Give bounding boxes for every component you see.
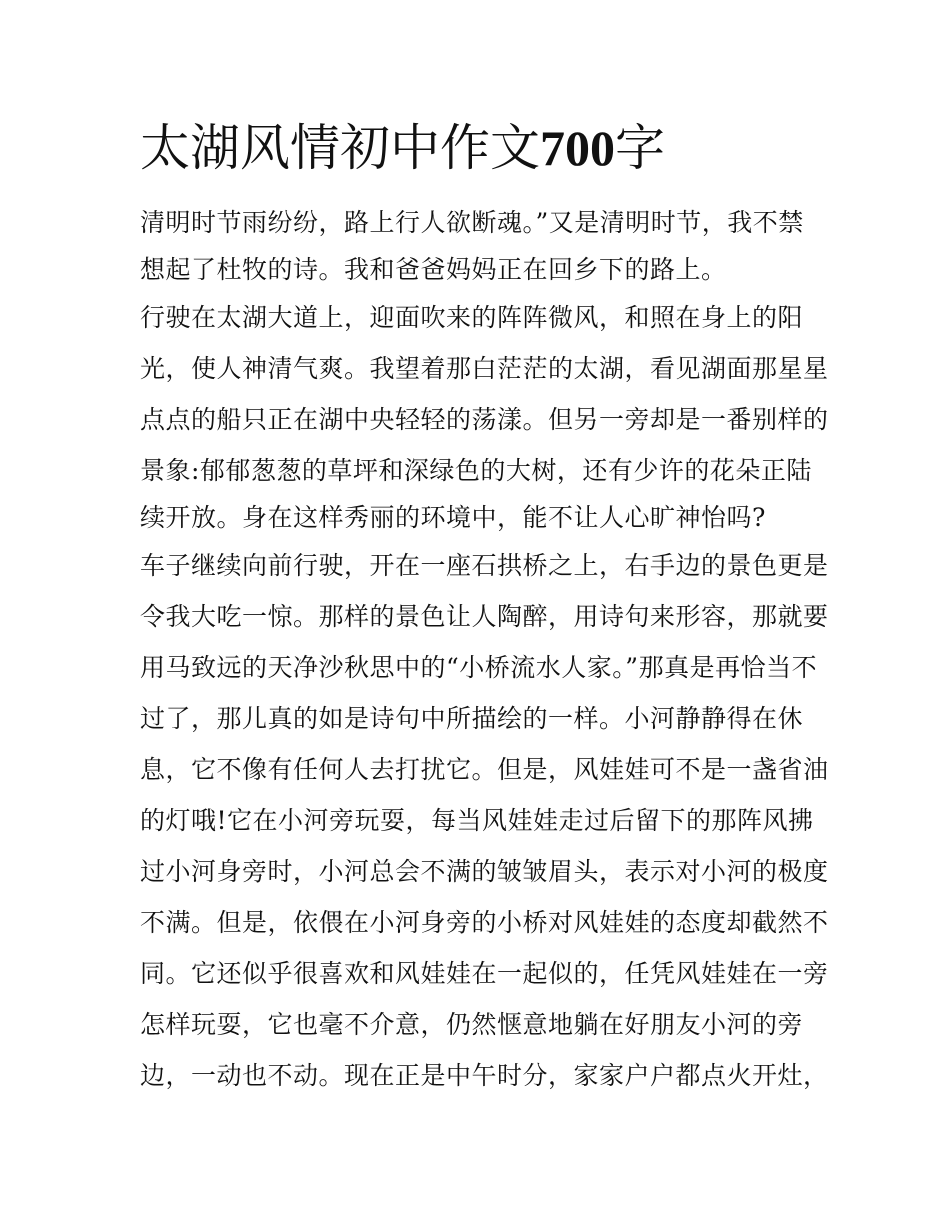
document-title (140, 118, 665, 178)
text-line: 过了，那儿真的如是诗句中所描绘的一样。小河静静得在休 (140, 704, 804, 733)
text-line: 同。它还似乎很喜欢和风娃娃在一起似的，任凭风娃娃在一旁 (140, 959, 829, 988)
text-line: 的灯哦!它在小河旁玩耍，每当风娃娃走过后留下的那阵风拂 (140, 806, 814, 835)
text-line: 续开放。身在这样秀丽的环境中，能不让人心旷神怡吗? (140, 503, 766, 532)
text-line: 怎样玩耍，它也毫不介意，仍然惬意地躺在好朋友小河的旁 (140, 1010, 804, 1039)
text-line: 行驶在太湖大道上，迎面吹来的阵阵微风，和照在身上的阳 (140, 303, 804, 332)
article-body (140, 197, 829, 1101)
title-suffix: 字 (615, 119, 665, 177)
text-line: 息，它不像有任何人去打扰它。但是，风娃娃可不是一盏省油 (140, 755, 829, 784)
text-line: 景象:郁郁葱葱的草坪和深绿色的大树，还有少许的花朵正陆 (140, 456, 812, 485)
text-line: 点点的船只正在湖中央轻轻的荡漾。但另一旁却是一番别样的 (140, 405, 829, 434)
text-line: 清明时节雨纷纷，路上行人欲断魂。”又是清明时节，我不禁 (140, 208, 804, 237)
text-line: 边，一动也不动。现在正是中午时分，家家户户都点火开灶， (140, 1061, 829, 1090)
title-text: 太湖风情初中作文 (140, 119, 540, 177)
text-line: 不满。但是，依偎在小河身旁的小桥对风娃娃的态度却截然不 (140, 908, 829, 937)
text-line: 光，使人神清气爽。我望着那白茫茫的太湖，看见湖面那星星 (140, 354, 829, 383)
text-line: 过小河身旁时，小河总会不满的皱皱眉头，表示对小河的极度 (140, 857, 829, 886)
text-line: 用马致远的天净沙秋思中的“小桥流水人家。”那真是再恰当不 (140, 653, 818, 682)
text-line: 车子继续向前行驶，开在一座石拱桥之上，右手边的景色更是 (140, 551, 829, 580)
text-line: 想起了杜牧的诗。我和爸爸妈妈正在回乡下的路上。 (140, 255, 727, 284)
text-line: 令我大吃一惊。那样的景色让人陶醉，用诗句来形容，那就要 (140, 602, 829, 631)
title-number: 700 (540, 120, 615, 176)
